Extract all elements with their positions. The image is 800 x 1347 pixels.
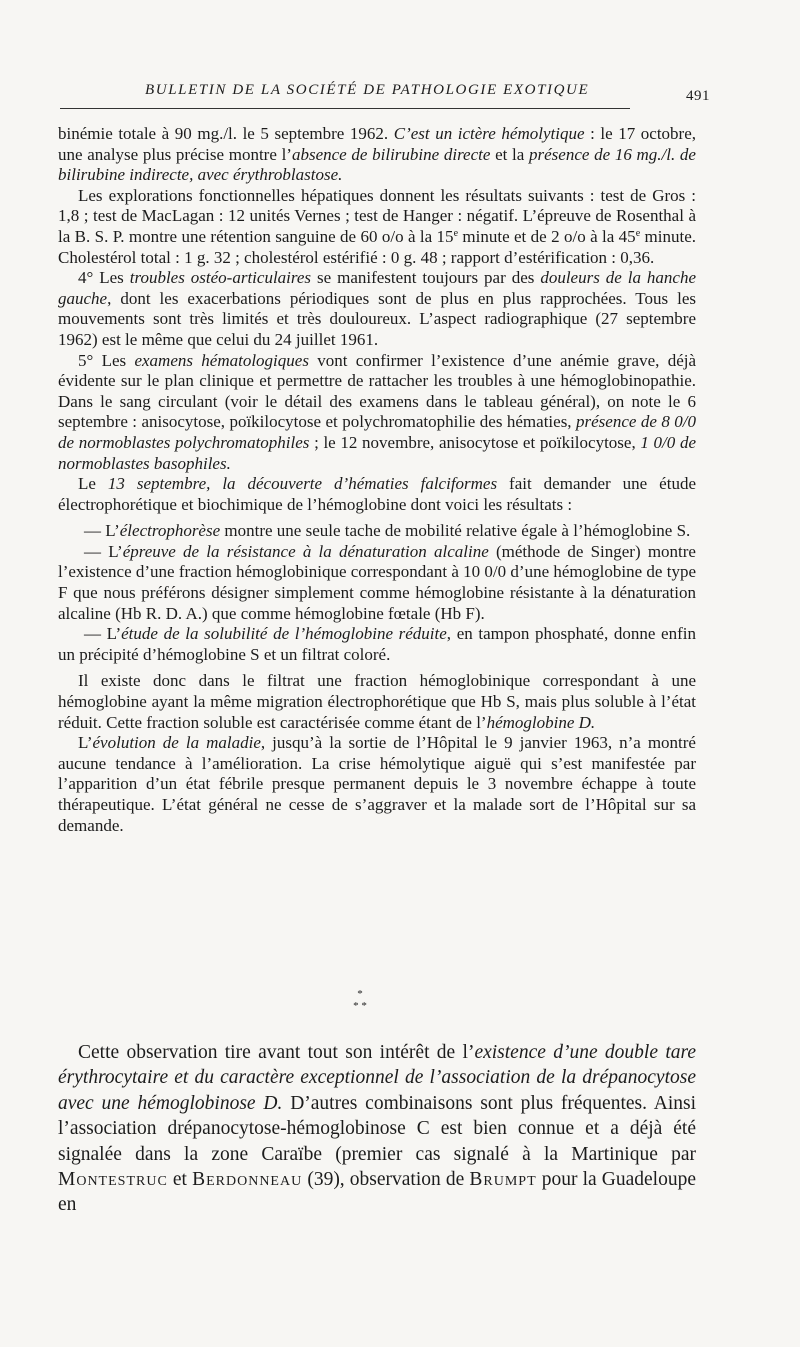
text-run: montre une seule tache de mobilité relative égale à l’hémoglobine S.	[220, 521, 691, 541]
emphasis: étude de la solubilité de l’hémoglobine réduite	[121, 624, 447, 644]
text-run: , en tampon phosphaté, donne enfin un précipité d’hémoglobine S et un filtrat coloré.	[58, 624, 696, 664]
superscript: e	[635, 227, 641, 239]
paragraph-hematology	[58, 351, 696, 475]
paragraph-hemoglobin-d	[58, 671, 696, 733]
conclusion-text	[58, 1040, 696, 1218]
result-alkaline-denaturation	[58, 542, 696, 624]
emphasis: 13 septembre, la découverte d’hématies falciformes	[107, 474, 498, 494]
author-name: Montestruc	[58, 1169, 168, 1191]
emphasis: douleurs de la hanche gauche	[58, 268, 697, 308]
running-header	[60, 82, 710, 110]
paragraph-sickle-cells	[58, 474, 696, 515]
text-run: Le	[78, 474, 108, 494]
emphasis: hémoglobine D.	[486, 712, 596, 732]
text-run: se manifestent toujours par des	[311, 268, 541, 288]
result-electrophoresis	[58, 521, 696, 542]
paragraph-osteo-articular	[58, 268, 696, 350]
text-run: (39), observation de	[302, 1169, 470, 1191]
text-run: : le 17 octobre, une analyse plus précise montre l’	[58, 124, 696, 164]
text-run: ; le 12 novembre, anisocytose et poïkilocytose,	[309, 432, 641, 452]
text-run: , dont les exacerbations périodiques sont de plus en plus rapprochées. Tous les mouvements sont très limités et très douloureux. L’aspect radiographique (27 septembre 1962) est le même que celui du 24 juillet 1961.	[58, 288, 696, 349]
emphasis: absence de bilirubine directe	[291, 144, 491, 164]
emphasis: électrophorèse	[119, 521, 221, 541]
section-separator	[320, 988, 400, 1012]
paragraph-evolution	[58, 733, 696, 836]
superscript: e	[453, 227, 459, 239]
text-run: fait demander une étude électrophorétique et biochimique de l’hémoglobine dont voici les résultats :	[58, 474, 696, 514]
text-run: — L’	[84, 541, 123, 561]
emphasis: examens hématologiques	[134, 350, 309, 370]
header-rule	[60, 108, 630, 109]
emphasis: C’est un ictère hémolytique	[393, 124, 585, 143]
text-run: Cette observation tire avant tout son intérêt de l’	[78, 1042, 475, 1063]
asterism-top: *	[357, 988, 363, 1000]
emphasis: évolution de la maladie	[92, 733, 261, 753]
body-text	[58, 124, 696, 836]
text-run: Il existe donc dans le filtrat une fraction hémoglobinique correspondant à une hémoglobine ayant la même migration électrophorétique que Hb S, mais plus soluble à l’état réduit. Cette fraction soluble est caractérisée comme étant de l’	[58, 671, 696, 732]
paragraph-bilirubin	[58, 124, 696, 186]
text-run: binémie totale à 90 mg./l. le 5 septembre 1962.	[58, 124, 394, 143]
text-run: , jusqu’à la sortie de l’Hôpital le 9 janvier 1963, n’a montré aucune tendance à l’amélioration. La crise hémolytique aiguë qui s’est manifestée par l’apparition d’un état fébrile presque permanent depuis le 3 novembre échappe à toute thérapeutique. L’état général ne cesse de s’aggraver et la malade sort de l’Hôpital sur sa demande.	[58, 733, 696, 835]
emphasis: épreuve de la résistance à la dénaturation alcaline	[122, 541, 489, 561]
text-run: 4° Les	[78, 268, 130, 288]
result-solubility	[58, 624, 696, 665]
text-run: minute. Cholestérol total : 1 g. 32 ; cholestérol estérifié : 0 g. 48 ; rapport d’estérification : 0,36.	[58, 226, 696, 267]
emphasis: existence d’une double tare érythrocytaire et du caractère exceptionnel de l’association de la drépanocytose avec une hémoglobinose D.	[58, 1042, 697, 1114]
paragraph-hepatic-tests	[58, 186, 696, 268]
emphasis: troubles ostéo-articulaires	[129, 268, 312, 288]
text-run: 5° Les	[78, 350, 135, 370]
text-run: — L’	[84, 624, 122, 644]
text-run: Les explorations fonctionnelles hépatiques donnent les résultats suivants : test de Gros : 1,8 ; test de MacLagan : 12 unités Vernes ; test de Hanger : négatif. L’épreuve de Rosenthal à la B. S. P. montre une rétention sanguine de 60 o/o à la 15	[58, 185, 696, 246]
emphasis: 1 0/0 de normoblastes basophiles.	[58, 432, 696, 473]
text-run: minute et de 2 o/o à la 45	[458, 226, 636, 246]
emphasis: présence de 16 mg./l. de bilirubine indirecte, avec érythroblastose.	[58, 144, 696, 185]
text-run: et la	[490, 144, 530, 164]
page-number: 491	[686, 88, 710, 104]
text-run: L’	[78, 733, 93, 753]
author-name: Berdonneau	[192, 1169, 303, 1191]
paragraph-conclusion	[58, 1040, 696, 1218]
text-run: — L’	[84, 521, 120, 541]
text-run: pour la Guadeloupe en	[58, 1169, 696, 1216]
text-run: et	[167, 1169, 193, 1191]
text-run: (méthode de Singer) montre l’existence d’une fraction hémoglobinique correspondant à 10 0/0 d’une hémoglobine de type F que nous préférons désigner simplement comme hémoglobine résistante à la dénaturation alcaline (Hb R. D. A.) que comme hémoglobine fœtale (Hb F).	[58, 541, 696, 623]
text-run: D’autres combinaisons sont plus fréquentes. Ainsi l’association drépanocytose-hémoglobinose C est bien connue et a déjà été signalée dans la zone Caraïbe (premier cas signalé à la Martinique par	[58, 1092, 696, 1165]
emphasis: présence de 8 0/0 de normoblastes polychromatophiles	[58, 412, 696, 452]
author-name: Brumpt	[469, 1169, 537, 1191]
running-title: BULLETIN DE LA SOCIÉTÉ DE PATHOLOGIE EXOTIQUE	[145, 82, 590, 98]
asterism-bottom: * *	[353, 1000, 367, 1012]
text-run: vont confirmer l’existence d’une anémie grave, déjà évidente sur le plan clinique et permettre de rattacher les troubles à une hémoglobinopathie. Dans le sang circulant (voir le détail des examens dans le tableau général), on note le 6 septembre : anisocytose, poïkilocytose et polychromatophilie des hématies,	[58, 350, 697, 432]
